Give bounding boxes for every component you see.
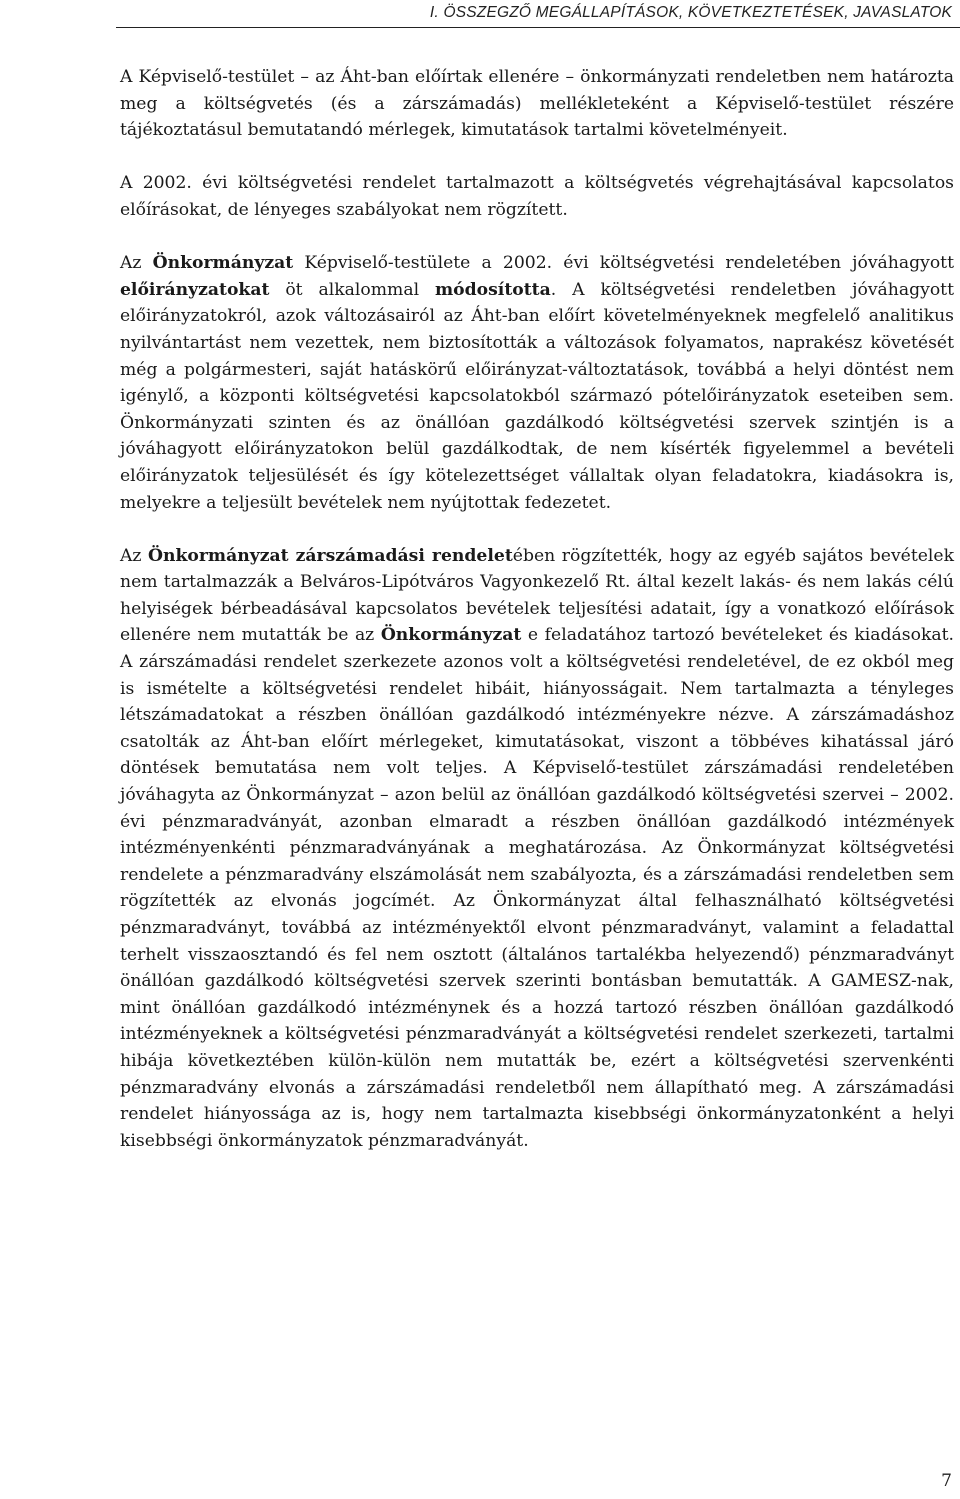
text-segment: A 2002. évi költségvetési rendelet tartalmazott a költségvetés végrehajtásával kapcsolatos előírásokat, de lényeges szabályokat nem rögzített. [120,173,954,220]
paragraph-3 [120,250,954,516]
text-segment: A Képviselő-testület – az Áht-ban előírtak ellenére – önkormányzati rendeletben nem határozta meg a költségvetés (és a zárszámadás) mellékleteként a Képviselő-testület részére tájékoztatásul bemutatandó mérlegek, kimutatások tartalmi követelményeit. [120,67,954,141]
paragraph-2 [120,170,954,223]
bold-term-zarszamadasi-rendelet: Önkormányzat zárszámadási rendelet [148,545,513,566]
bold-term-onkormanyzat: Önkormányzat [152,253,294,274]
text-segment: Az [120,253,153,274]
text-segment: Az [120,545,149,566]
bold-term-modositotta: módosította [435,279,551,300]
text-segment: öt alkalommal [269,279,435,300]
bold-term-eloiranyzatokat: előirányzatokat [120,279,270,300]
running-header: I. ÖSSZEGZŐ MEGÁLLAPÍTÁSOK, KÖVETKEZTETÉSEK, JAVASLATOK [429,4,952,21]
text-segment: . A költségvetési rendeletben jóváhagyott előirányzatokról, azok változásairól az Áht-ban előírt követelményeknek megfelelő analitikus nyilvántartást nem vezettek, nem biztosították a változások folyamatos, naprakész követését még a polgármesteri, saját hatáskörű előirányzat-változtatások, továbbá a helyi döntést nem igénylő, a központi költségvetési kapcsolatokból származó pótelőirányzatok eseteiben sem. Önkormányzati szinten és az önállóan gazdálkodó költségvetési szervek szintjén is a jóváhagyott előirányzatokon belül gazdálkodtak, de nem kísérték figyelemmel a bevételi előirányzatok teljesülését és így kötelezettséget vállaltak olyan feladatokra, kiadásokra is, melyekre a teljesült bevételek nem nyújtottak fedezetet. [120,279,954,513]
page-number: 7 [941,1471,952,1491]
text-segment: Képviselő-testülete a 2002. évi költségvetési rendeletében jóváhagyott [293,253,954,274]
text-segment: ében rögzítették, hogy az egyéb sajátos bevételek nem tartalmazzák a Belváros-Lipótváros Vagyonkezelő Rt. által kezelt lakás- és nem lakás célú helyiségek bérbeadásával kapcsolatos bevételek teljesítési adatait, így a vonatkozó előírások ellenére nem mutatták be az [120,545,955,646]
paragraph-1 [120,64,954,144]
paragraph-4 [120,543,954,1155]
text-segment: e feladatához tartozó bevételeket és kiadásokat. A zárszámadási rendelet szerkezete azonos volt a költségvetési rendeletével, de ez okból meg is ismételte a költségvetési rendelet hibáit, hiányosságait. Nem tartalmazta a tényleges létszámadatokat a részben önállóan gazdálkodó intézményekre nézve. A zárszámadáshoz csatolták az Áht-ban előírt mérlegeket, kimutatásokat, viszont a többéves kihatással járó döntések bemutatása nem volt teljes. A Képviselő-testület zárszámadási rendeletében jóváhagyta az Önkormányzat – azon belül az önállóan gazdálkodó költségvetési szervei – 2002. évi pénzmaradványát, azonban elmaradt a részben önállóan gazdálkodó intézmények intézményenkénti pénzmaradványának a meghatározása. Az Önkormányzat költségvetési rendelete a pénzmaradvány elszámolását nem szabályozta, és a zárszámadási rendeletben sem rögzítették az elvonás jogcímét. Az Önkormányzat által felhasználható költségvetési pénzmaradványt, továbbá az intézményektől elvont pénzmaradványt, valamint a feladattal terhelt visszaosztandó és fel nem osztott (általános tartalékba helyezendő) pénzmaradványt önállóan gazdálkodó költségvetési szervek szerinti bontásban bemutatták. A GAMESZ-nak, mint önállóan gazdálkodó intézménynek és a hozzá tartozó részben önállóan gazdálkodó intézményeknek a költségvetési pénzmaradványát a költségvetési rendelet szerkezeti, tartalmi hibája következtében külön-külön nem mutatták be, ezért a költségvetési szervenkénti pénzmaradvány elvonás a zárszámadási rendeletből nem állapítható meg. A zárszámadási rendelet hiányossága az is, hogy nem tartalmazta kisebbségi önkormányzatonként a helyi kisebbségi önkormányzatok pénzmaradványát. [120,625,955,1151]
header-rule [116,27,960,28]
bold-term-onkormanyzat: Önkormányzat [380,625,522,646]
body-text [120,64,954,1181]
